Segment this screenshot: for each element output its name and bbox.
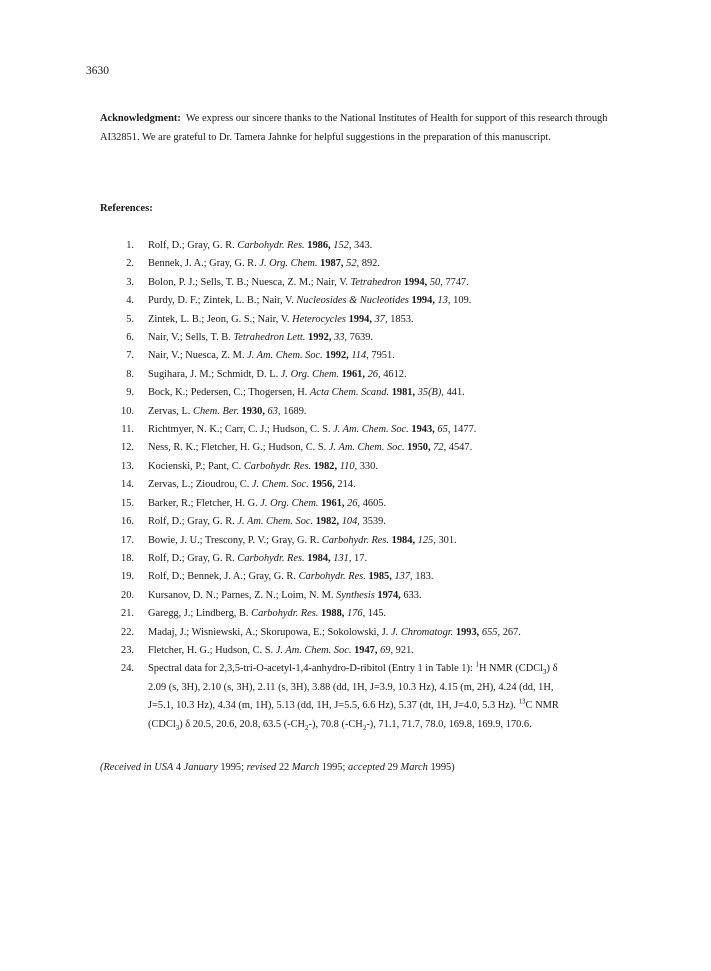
reference-pages: 4605. (362, 497, 387, 509)
reference-year: 1986, (307, 240, 331, 251)
reference-item (100, 532, 640, 550)
ref24-part1: Spectral data for 2,3,5-tri-O-acetyl-1,4-anhydro-D-ribitol (Entry 1 in Table 1): (148, 663, 476, 675)
ref24-line4-sub2: 2 (305, 723, 309, 732)
reference-item (100, 421, 640, 439)
reference-pages: 17. (354, 552, 368, 564)
reference-item (100, 311, 640, 329)
reference-pages: 7951. (371, 350, 395, 362)
reference-pages: 633. (403, 589, 422, 601)
reference-list (100, 237, 640, 734)
reference-authors: Bolon, P. J.; Sells, T. B.; Nuesca, Z. M.; Nair, V. (148, 276, 348, 288)
ref24-line-4 (148, 716, 640, 734)
reference-authors: Rolf, D.; Bennek, J. A.; Gray, G. R. (148, 571, 296, 583)
reference-year: 1994, (411, 295, 435, 307)
reference-number: 16. (121, 516, 134, 528)
received-p2: 4 (173, 762, 184, 773)
reference-authors: Purdy, D. F.; Zintek, L. B.; Nair, V. (148, 295, 294, 307)
reference-number: 19. (121, 571, 134, 583)
reference-authors: Ness, R. K.; Fletcher, H. G.; Hudson, C. S. (148, 442, 327, 454)
reference-number: 14. (121, 479, 134, 491)
reference-volume: 33, (334, 332, 348, 344)
reference-text (148, 366, 640, 384)
reference-item (100, 329, 640, 347)
reference-pages: 7639. (349, 332, 374, 344)
reference-volume: 137, (394, 571, 413, 583)
reference-number: 2. (126, 258, 134, 270)
ref24-line-1 (148, 660, 640, 678)
reference-volume: 104, (341, 516, 360, 528)
reference-pages: 1689. (283, 405, 307, 417)
reference-number: 1. (126, 240, 134, 251)
reference-authors: Rolf, D.; Gray, G. R. (148, 240, 235, 251)
reference-pages: 3539. (362, 516, 386, 528)
reference-journal: Nucleosides & Nucleotides (296, 295, 409, 307)
reference-text (148, 624, 640, 642)
reference-item (100, 476, 640, 494)
received-p1: (Received in USA (100, 762, 174, 773)
reference-text (148, 292, 640, 310)
reference-text (148, 439, 640, 457)
reference-volume: 69, (380, 644, 394, 656)
reference-journal: Carbohydr. Res. (298, 571, 366, 583)
reference-pages: 214. (337, 479, 356, 491)
reference-volume: 110, (339, 460, 358, 472)
reference-number: 11. (121, 424, 134, 436)
page-number: 3630 (86, 65, 109, 77)
reference-text (148, 458, 640, 476)
reference-journal: J. Chem. Soc. (251, 479, 309, 491)
reference-authors: Bowie, J. U.; Trescony, P. V.; Gray, G. R. (148, 534, 320, 546)
ref24-line4b: ) δ 20.5, 20.6, 20.8, 63.5 (-CH (179, 718, 306, 730)
reference-year: 1943, (411, 424, 435, 436)
reference-volume: 35(B), (417, 387, 444, 399)
reference-authors: Kursanov, D. N.; Parnes, Z. N.; Loim, N. M. (148, 589, 334, 601)
received-p9: accepted (348, 762, 385, 773)
reference-authors: Barker, R.; Fletcher, H. G. (148, 497, 258, 509)
reference-year: 1956, (311, 479, 335, 491)
reference-year: 1994, (403, 276, 428, 288)
reference-journal: J. Org. Chem. (259, 258, 318, 270)
reference-volume: 176, (347, 608, 366, 620)
reference-number: 9. (126, 387, 134, 399)
reference-journal: Synthesis (336, 589, 375, 601)
reference-volume: 655, (481, 626, 501, 638)
reference-item (100, 439, 640, 457)
reference-year: 1987, (320, 258, 344, 270)
reference-year: 1974, (377, 589, 401, 601)
reference-text (148, 347, 640, 365)
reference-text (148, 495, 640, 513)
reference-journal: J. Am. Chem. Soc. (333, 424, 409, 436)
reference-journal: Tetrahedron (350, 276, 402, 288)
reference-journal: J. Am. Chem. Soc. (328, 442, 405, 454)
reference-journal: J. Am. Chem. Soc. (247, 350, 323, 362)
reference-authors: Rolf, D.; Gray, G. R. (148, 516, 235, 528)
reference-volume: 152, (333, 240, 352, 251)
reference-text (148, 642, 640, 660)
reference-authors: Bennek, J. A.; Gray, G. R. (148, 258, 257, 270)
reference-text (148, 568, 640, 586)
acknowledgment-text: We express our sincere thanks to the National Institutes of Health for support of this research through AI32851. We are grateful to Dr. Tamera Jahnke for helpful suggestions in the preparation of this manuscript. (100, 113, 608, 143)
ref24-line4a: (CDCl (148, 718, 176, 730)
reference-number: 12. (121, 442, 134, 454)
reference-number: 10. (121, 405, 134, 417)
reference-number: 6. (126, 332, 134, 344)
reference-text (148, 384, 640, 402)
reference-item (100, 347, 640, 365)
reference-pages: 330. (359, 460, 378, 472)
reference-item (100, 255, 640, 273)
reference-text (148, 587, 640, 605)
reference-authors: Madaj, J.; Wisniewski, A.; Skorupowa, E.; Sokolowski, J. (148, 626, 389, 638)
reference-text (148, 311, 640, 329)
reference-year: 1988, (321, 608, 345, 620)
reference-text (148, 237, 640, 255)
received-p3: January (183, 762, 218, 773)
reference-journal: J. Chromatogr. (391, 626, 454, 638)
ref24-h-sup: 1 (475, 660, 479, 669)
reference-text (148, 532, 640, 550)
reference-volume: 114, (351, 350, 369, 362)
reference-number: 20. (121, 589, 134, 601)
reference-item (100, 550, 640, 568)
reference-volume: 63, (267, 405, 281, 417)
reference-authors: Nair, V.; Nuesca, Z. M. (148, 350, 245, 362)
reference-journal: J. Org. Chem. (260, 497, 319, 509)
reference-item (100, 605, 640, 623)
reference-authors: Rolf, D.; Gray, G. R. (148, 552, 235, 564)
reference-text (148, 660, 640, 734)
reference-year: 1961, (321, 497, 345, 509)
reference-year: 1984, (307, 552, 331, 564)
reference-number: 5. (126, 313, 134, 325)
reference-item-24 (100, 660, 640, 734)
received-p6: 22 (276, 762, 292, 773)
reference-year: 1930, (241, 405, 265, 417)
reference-item (100, 237, 640, 255)
reference-authors: Zintek, L. B.; Jeon, G. S.; Nair, V. (148, 313, 290, 325)
reference-number: 13. (121, 460, 134, 472)
reference-authors: Bock, K.; Pedersen, C.; Thogersen, H. (148, 387, 308, 399)
reference-journal: Carbohydr. Res. (243, 460, 312, 472)
reference-authors: Zervas, L. (148, 405, 191, 417)
reference-pages: 301. (438, 534, 457, 546)
reference-journal: Carbohydr. Res. (251, 608, 319, 620)
ref24-h-sub: 3 (543, 668, 547, 677)
reference-number: 24. (121, 663, 134, 675)
reference-pages: 183. (415, 571, 434, 583)
reference-authors: Kocienski, P.; Pant, C. (148, 460, 242, 472)
reference-text (148, 476, 640, 494)
reference-text (148, 329, 640, 347)
reference-journal: Acta Chem. Scand. (310, 387, 390, 399)
ref24-c-nmr: C NMR (525, 700, 559, 712)
reference-journal: Carbohydr. Res. (237, 240, 305, 251)
received-p10: 29 (384, 762, 401, 773)
ref24-line-3 (148, 697, 640, 715)
reference-item (100, 366, 640, 384)
reference-volume: 37, (374, 313, 388, 325)
reference-pages: 4547. (448, 442, 473, 454)
reference-year: 1992, (308, 332, 332, 344)
reference-pages: 4612. (383, 368, 407, 380)
reference-year: 1950, (407, 442, 431, 454)
reference-year: 1985, (368, 571, 392, 583)
reference-number: 18. (121, 552, 134, 564)
reference-number: 22. (121, 626, 134, 638)
received-p11: March (400, 762, 428, 773)
ref24-h-close: ) δ (546, 663, 558, 675)
ref24-line4c: -), 70.8 (-CH (308, 718, 363, 730)
reference-item (100, 274, 640, 292)
ref24-c-sup: 13 (518, 697, 526, 706)
reference-item (100, 292, 640, 310)
reference-pages: 109. (453, 295, 472, 307)
reference-text (148, 605, 640, 623)
reference-text (148, 550, 640, 568)
ref24-line4-sub1: 3 (175, 723, 180, 732)
reference-volume: 50, (429, 276, 443, 288)
reference-volume: 52, (346, 258, 360, 270)
reference-text (148, 513, 640, 531)
reference-journal: Tetrahedron Lett. (233, 332, 306, 344)
acknowledgment-paragraph (100, 110, 640, 147)
reference-text (148, 274, 640, 292)
reference-item (100, 624, 640, 642)
reference-volume: 26, (347, 497, 361, 509)
reference-item (100, 458, 640, 476)
ref24-line-2: 2.09 (s, 3H), 2.10 (s, 3H), 2.11 (s, 3H), 3.88 (dd, 1H, J=3.9, 10.3 Hz), 4.15 (m, 2H), 4.24 (dd, 1H, (148, 681, 554, 693)
reference-journal: Carbohydr. Res. (237, 552, 305, 564)
received-p8: 1995; (319, 762, 349, 773)
reference-year: 1982, (313, 460, 338, 472)
reference-journal: J. Am. Chem. Soc. (275, 644, 352, 656)
reference-pages: 1477. (452, 424, 477, 436)
reference-number: 8. (126, 368, 134, 380)
reference-item (100, 495, 640, 513)
received-p7: March (291, 762, 320, 773)
reference-number: 15. (121, 497, 134, 509)
reference-volume: 72, (433, 442, 447, 454)
reference-text (148, 255, 640, 273)
reference-year: 1961, (341, 368, 365, 380)
references-heading: References: (100, 203, 153, 214)
reference-number: 7. (126, 350, 134, 362)
reference-number: 3. (126, 276, 134, 288)
reference-journal: J. Org. Chem. (280, 368, 339, 380)
reference-number: 17. (121, 534, 134, 546)
reference-item (100, 513, 640, 531)
reference-authors: Fletcher, H. G.; Hudson, C. S. (148, 644, 274, 656)
reference-volume: 125, (417, 534, 436, 546)
reference-year: 1947, (354, 644, 378, 656)
reference-number: 4. (126, 295, 134, 307)
reference-item (100, 568, 640, 586)
reference-year: 1981, (391, 387, 416, 399)
reference-pages: 1853. (390, 313, 414, 325)
reference-number: 21. (121, 608, 134, 620)
reference-volume: 26, (367, 368, 381, 380)
reference-year: 1982, (315, 516, 340, 528)
received-dates (100, 762, 455, 773)
reference-year: 1992, (325, 350, 349, 362)
reference-authors: Richtmyer, N. K.; Carr, C. J.; Hudson, C. S. (148, 424, 331, 436)
acknowledgment-label: Acknowledgment: (100, 113, 181, 124)
ref24-line4-sub3: 2 (362, 723, 367, 732)
reference-authors: Sugihara, J. M.; Schmidt, D. L. (148, 368, 279, 380)
reference-volume: 131, (333, 552, 352, 564)
received-p5: revised (246, 762, 277, 773)
reference-authors: Garegg, J.; Lindberg, B. (148, 608, 249, 620)
reference-journal: Carbohydr. Res. (321, 534, 390, 546)
reference-pages: 267. (502, 626, 521, 638)
reference-number: 23. (121, 644, 134, 656)
reference-pages: 7747. (445, 276, 469, 288)
reference-pages: 921. (395, 644, 414, 656)
reference-text (148, 421, 640, 439)
ref24-h-nmr: H NMR (CDCl (478, 663, 544, 675)
received-p12: 1995) (427, 762, 455, 773)
reference-year: 1994, (348, 313, 372, 325)
reference-text (148, 403, 640, 421)
reference-pages: 145. (367, 608, 386, 620)
reference-item (100, 384, 640, 402)
reference-year: 1984, (391, 534, 416, 546)
reference-journal: Heterocycles (292, 313, 346, 325)
reference-pages: 892. (361, 258, 380, 270)
reference-authors: Nair, V.; Sells, T. B. (148, 332, 231, 344)
ref24-line3a: J=5.1, 10.3 Hz), 4.34 (m, 1H), 5.13 (dd, 1H, J=5.5, 6.6 Hz), 5.37 (dt, 1H, J=4.0, 5.3 Hz). (148, 700, 519, 712)
received-p4: 1995; (217, 762, 247, 773)
reference-volume: 13, (437, 295, 451, 307)
reference-year: 1993, (455, 626, 480, 638)
reference-volume: 65, (437, 424, 451, 436)
reference-journal: Chem. Ber. (193, 405, 239, 417)
reference-journal: J. Am. Chem. Soc. (237, 516, 314, 528)
reference-pages: 343. (354, 240, 373, 251)
reference-pages: 441. (446, 387, 465, 399)
reference-item (100, 587, 640, 605)
reference-item (100, 403, 640, 421)
reference-item (100, 642, 640, 660)
ref24-line4d: -), 71.1, 71.7, 78.0, 169.8, 169.9, 170.6. (366, 718, 532, 730)
reference-authors: Zervas, L.; Zioudrou, C. (148, 479, 250, 491)
